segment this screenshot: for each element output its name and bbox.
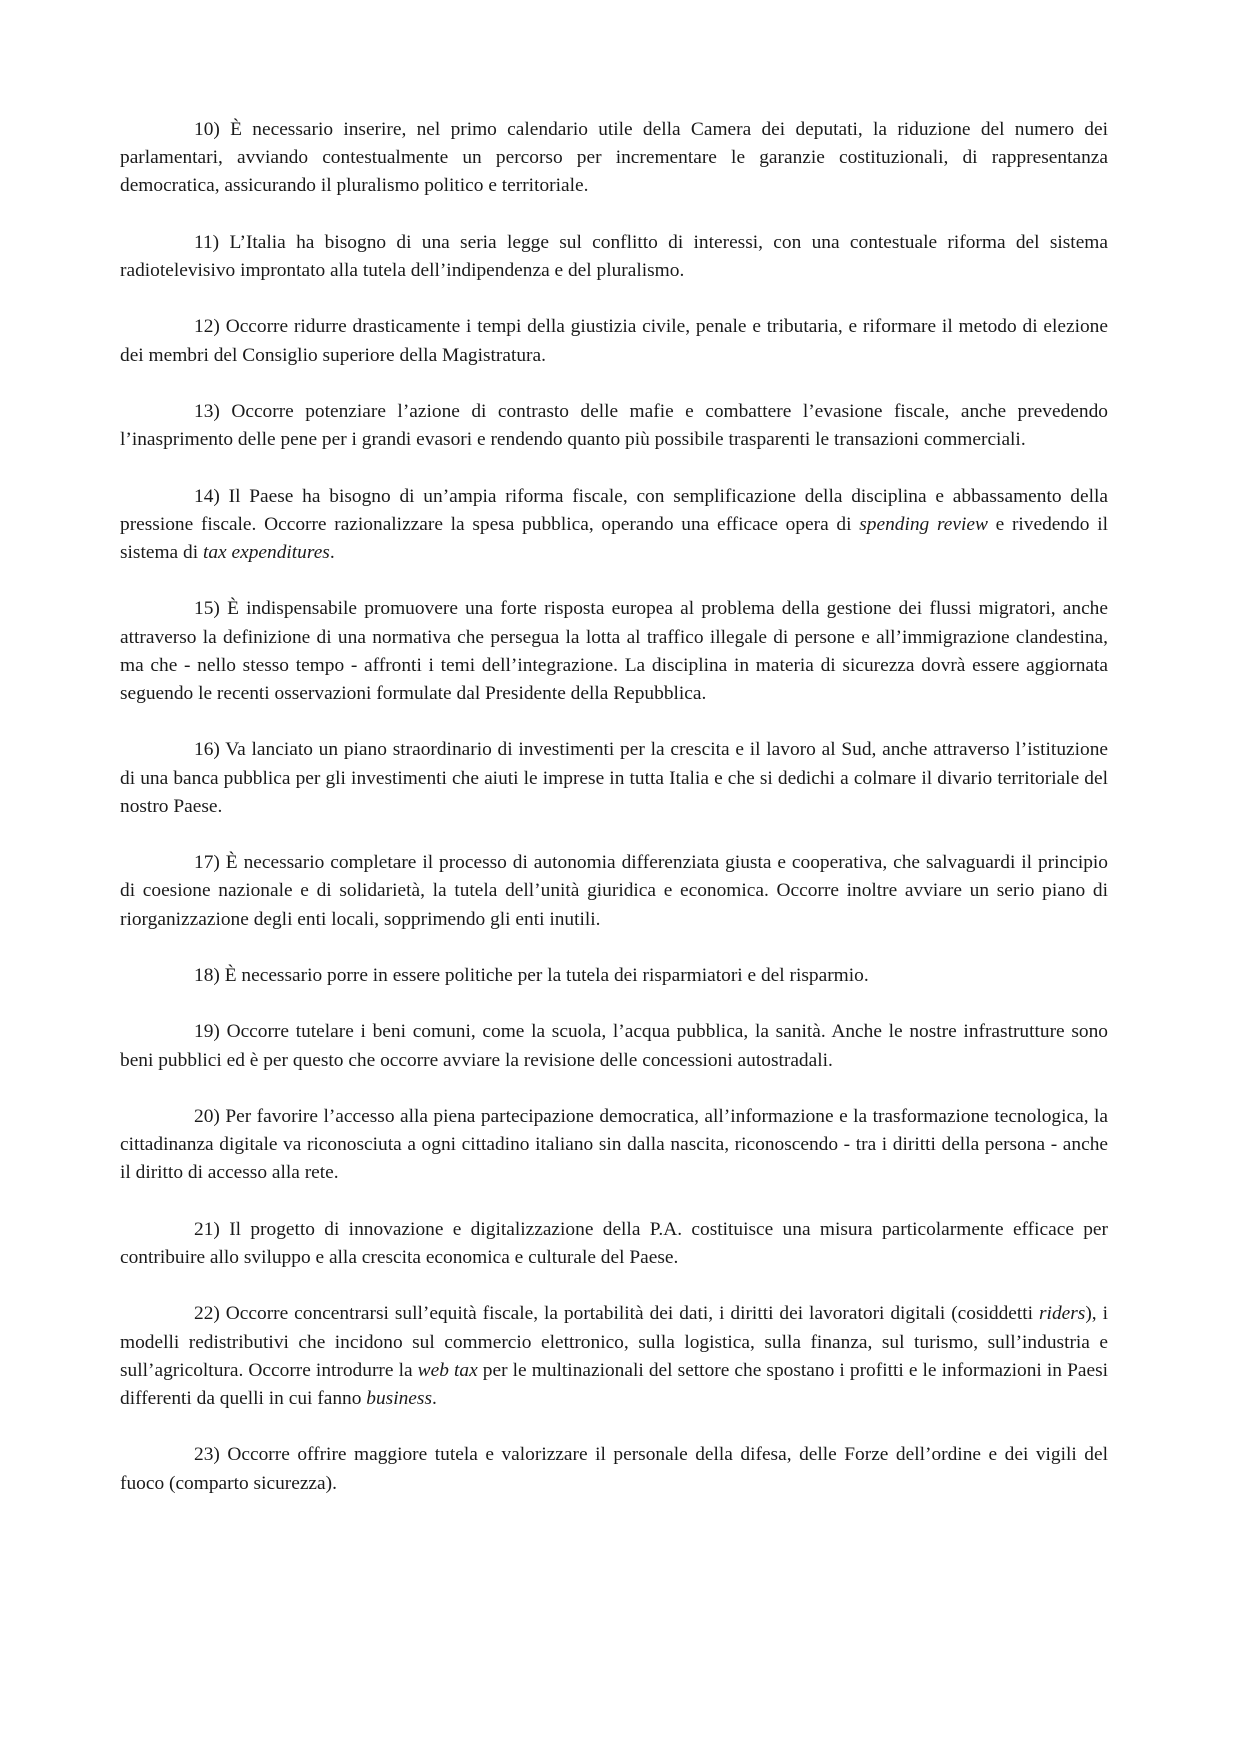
- paragraph-number: 12): [194, 316, 220, 338]
- paragraph-text: Il Paese ha bisogno di un’ampia riforma fiscale, con semplificazione della disciplina e abbassamento della pressione fiscale. Occorre razionalizzare la spesa pubblica, operando una efficace opera di: [120, 485, 1108, 535]
- paragraph-22: [120, 1300, 1108, 1413]
- paragraph-text: È indispensabile promuovere una forte risposta europea al problema della gestione dei flussi migratori, anche attraverso la definizione di una normativa che persegua la lotta al traffico illegale di persone e all’immigrazione clandestina, ma che - nello stesso tempo - affronti i temi dell’integrazione. La disciplina in materia di sicurezza dovrà essere aggiornata seguendo le recenti osservazioni formulate dal Presidente della Repubblica.: [120, 598, 1108, 704]
- italic-term: riders: [1039, 1303, 1086, 1325]
- paragraph-15: [120, 595, 1108, 708]
- paragraph-text: È necessario completare il processo di autonomia differenziata giusta e cooperativa, che salvaguardi il principio di coesione nazionale e di solidarietà, la tutela dell’unità giuridica e economica. Occorre inoltre avviare un serio piano di riorganizzazione degli enti locali, sopprimendo gli enti inutili.: [120, 852, 1108, 930]
- document-page: [120, 116, 1108, 1526]
- paragraph-number: 14): [194, 485, 220, 507]
- paragraph-number: 11): [194, 231, 220, 253]
- paragraph-number: 20): [194, 1105, 220, 1127]
- paragraph-number: 15): [194, 598, 220, 620]
- italic-term: spending review: [859, 513, 988, 535]
- italic-term: tax expenditures: [202, 541, 330, 563]
- paragraph-number: 22): [194, 1303, 220, 1325]
- paragraph-19: [120, 1018, 1108, 1074]
- paragraph-text: Occorre tutelare i beni comuni, come la scuola, l’acqua pubblica, la sanità. Anche le nostre infrastrutture sono beni pubblici ed è per questo che occorre avviare la revisione delle concessioni autostradali.: [120, 1021, 1108, 1071]
- paragraph-text: e rivedendo il sistema di: [120, 513, 1108, 563]
- paragraph-number: 16): [194, 739, 220, 761]
- paragraph-14: [120, 483, 1108, 568]
- paragraph-23: [120, 1441, 1108, 1497]
- paragraph-text: Occorre ridurre drasticamente i tempi della giustizia civile, penale e tributaria, e riformare il metodo di elezione dei membri del Consiglio superiore della Magistratura.: [120, 316, 1108, 366]
- paragraph-number: 13): [194, 400, 220, 422]
- paragraph-16: [120, 736, 1108, 821]
- italic-term: business: [366, 1387, 432, 1409]
- paragraph-text: Occorre concentrarsi sull’equità fiscale, la portabilità dei dati, i diritti dei lavoratori digitali (cosiddetti: [225, 1303, 1040, 1325]
- paragraph-11: [120, 229, 1108, 285]
- paragraph-text: .: [329, 541, 335, 563]
- italic-term: web tax: [417, 1359, 478, 1381]
- paragraph-text: Occorre offrire maggiore tutela e valorizzare il personale della difesa, delle Forze dell’ordine e dei vigili del fuoco (comparto sicurezza).: [120, 1444, 1108, 1494]
- paragraph-text: L’Italia ha bisogno di una seria legge sul conflitto di interessi, con una contestuale riforma del sistema radiotelevisivo improntato alla tutela dell’indipendenza e del pluralismo.: [120, 231, 1108, 281]
- paragraph-13: [120, 398, 1108, 454]
- paragraph-17: [120, 849, 1108, 934]
- paragraph-number: 17): [194, 852, 220, 874]
- paragraph-20: [120, 1103, 1108, 1188]
- paragraph-number: 23): [194, 1444, 220, 1466]
- paragraph-text: ), i modelli redistributivi che incidono sul commercio elettronico, sulla logistica, sulla finanza, sul turismo, sull’industria e sull’agricoltura. Occorre introdurre la: [120, 1303, 1108, 1381]
- paragraph-18: [120, 962, 1108, 990]
- paragraph-number: 21): [194, 1218, 220, 1240]
- paragraph-10: [120, 116, 1108, 201]
- paragraph-text: Occorre potenziare l’azione di contrasto delle mafie e combattere l’evasione fiscale, anche prevedendo l’inasprimento delle pene per i grandi evasori e rendendo quanto più possibile trasparenti le transazioni commerciali.: [120, 400, 1108, 451]
- paragraph-text: Va lanciato un piano straordinario di investimenti per la crescita e il lavoro al Sud, anche attraverso l’istituzione di una banca pubblica per gli investimenti che aiuti le imprese in tutta Italia e che si dedichi a colmare il divario territoriale del nostro Paese.: [120, 739, 1109, 817]
- paragraph-number: 19): [194, 1021, 220, 1043]
- paragraph-text: Per favorire l’accesso alla piena partecipazione democratica, all’informazione e la trasformazione tecnologica, la cittadinanza digitale va riconosciuta a ogni cittadino italiano sin dalla nascita, riconoscendo - tra i diritti della persona - anche il diritto di accesso alla rete.: [120, 1105, 1108, 1184]
- paragraph-number: 18): [194, 964, 220, 986]
- paragraph-text: È necessario porre in essere politiche per la tutela dei risparmiatori e del risparmio.: [224, 964, 869, 986]
- paragraph-number: 10): [194, 119, 220, 140]
- paragraph-text: per le multinazionali del settore che spostano i profitti e le informazioni in Paesi differenti da quelli in cui fanno: [120, 1359, 1109, 1409]
- paragraph-text: Il progetto di innovazione e digitalizzazione della P.A. costituisce una misura particolarmente efficace per contribuire allo sviluppo e alla crescita economica e culturale del Paese.: [120, 1218, 1108, 1268]
- paragraph-text: È necessario inserire, nel primo calendario utile della Camera dei deputati, la riduzione del numero dei parlamentari, avviando contestualmente un percorso per incrementare le garanzie costituzionali, di rappresentanza democratica, assicurando il pluralismo politico e territoriale.: [120, 119, 1108, 197]
- paragraph-21: [120, 1216, 1108, 1272]
- paragraph-text: .: [431, 1387, 437, 1409]
- paragraph-12: [120, 313, 1108, 369]
